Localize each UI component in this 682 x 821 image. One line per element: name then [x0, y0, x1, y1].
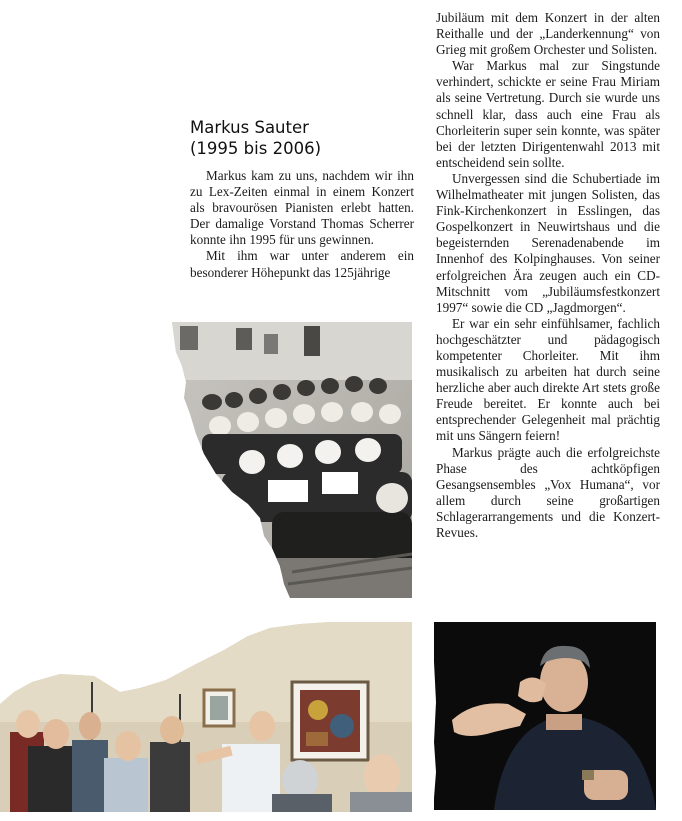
choir-photo-color — [0, 622, 412, 812]
paragraph: Er war ein sehr einfühlsamer, fachlich hochgeschätzter und pädagogisch kompetenter Chorleiter. Mit ihm musikalisch zu arbeiten hat durch seine herzliche aber auch direkte Art stets große Freude bereitet. Er konnte auch bei entsprechender Gelegenheit mal prächtig mit uns Sängern feiern! — [436, 315, 660, 444]
conductor-photo — [434, 622, 656, 810]
heading-years: (1995 bis 2006) — [190, 139, 322, 158]
paragraph: Mit ihm war unter anderem ein besonderer Höhepunkt das 125jährige — [190, 248, 414, 280]
paragraph: War Markus mal zur Singstunde verhindert, schickte er seine Frau Miriam als seine Vertretung. Durch sie wurde uns schnell klar, dass auch eine Frau als Chorleiterin super sein konnte, was später bei der letzten Dirigentenwahl 2013 mit entscheidend sein sollte. — [436, 58, 660, 170]
right-text-column — [436, 10, 660, 541]
paragraph: Markus kam zu uns, nachdem wir ihn zu Lex-Zeiten einmal in einem Konzert als bravourösen Pianisten erlebt hatten. Der damalige Vorstand Thomas Scherrer konnte ihn 1995 für uns gewinnen. — [190, 168, 414, 248]
left-text-column — [190, 168, 414, 281]
section-heading — [190, 117, 420, 159]
paragraph: Unvergessen sind die Schubertiade im Wilhelmatheater mit jungen Solisten, das Fink-Kirchenkonzert in Esslingen, das Gospelkonzert in Neuwirtshaus und die begeisternden Serenadenabende im Innenhof des Kolpinghauses. Von seiner erfolgreichen Ära zeugen auch ein CD-Mitschnitt vom „Jubiläumsfestkonzert 1997“ sowie die CD „Jagdmorgen“. — [436, 170, 660, 315]
paragraph: Jubiläum mit dem Konzert in der alten Reithalle und der „Landerkennung“ von Grieg mit großem Orchester und Solisten. — [436, 10, 660, 58]
paragraph: Markus prägte auch die erfolgreichste Phase des achtköpfigen Gesangsensembles „Vox Humana“, vor allem durch seine großartigen Schlagerarrangements und die Konzert-Revues. — [436, 444, 660, 540]
rehearsal-photo-bw — [172, 322, 412, 598]
heading-name: Markus Sauter — [190, 118, 309, 137]
